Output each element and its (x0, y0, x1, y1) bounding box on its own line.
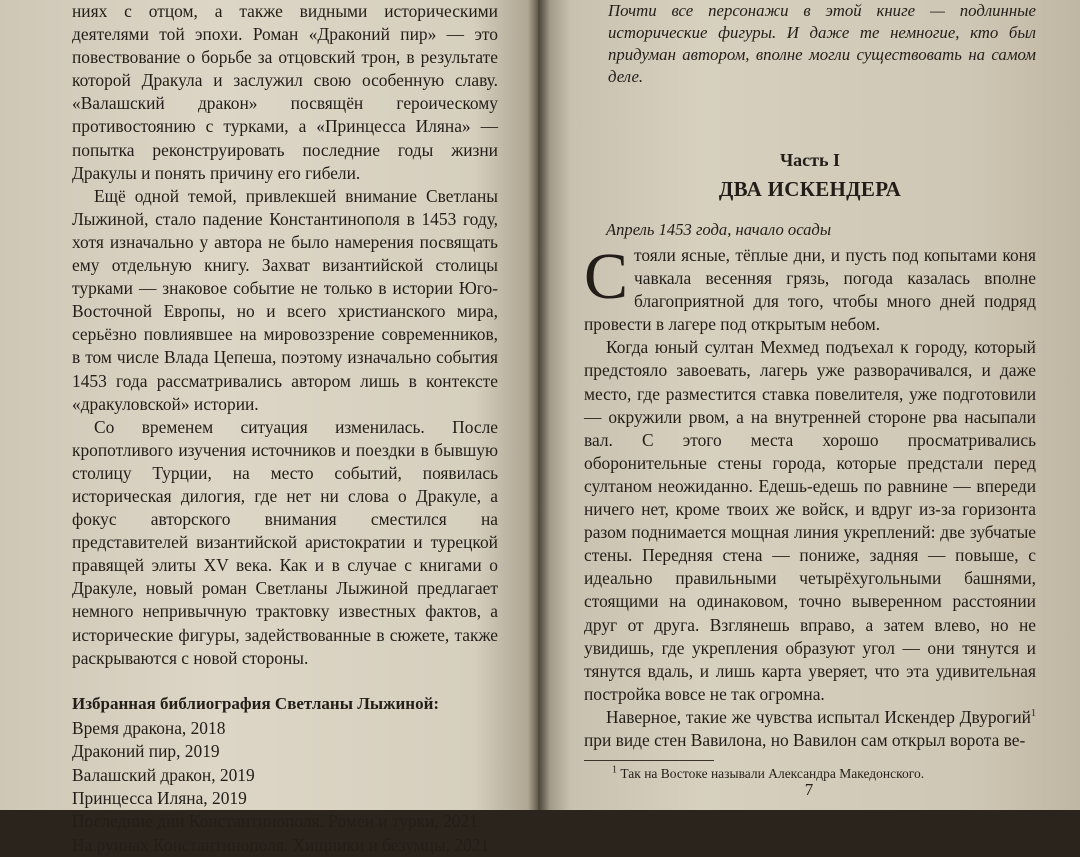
bibliography-item: Последние дни Константинополя. Ромеи и турки, 2021 (72, 811, 478, 832)
book-gutter (528, 0, 550, 810)
right-page (538, 0, 1080, 810)
left-paragraph-1: ниях с отцом, а также видными историческими деятелями той эпохи. Роман «Драконий пир» — это повествование о борьбе за отцовский трон, в результате которой Дракула и заслужил свою особенную славу. «Валашский дракон» посвящён героическому противостоянию с турками, а «Принцесса Иляна» — попытка реконструировать последние годы жизни Дракулы и понять причину его гибели. (72, 1, 498, 183)
bibliography-item: На руинах Константинополя. Хищники и безумцы, 2021 (72, 834, 490, 855)
part-label: Часть I (779, 150, 841, 170)
drop-cap: С (584, 240, 629, 313)
bibliography-item: Драконий пир, 2019 (72, 741, 220, 762)
first-paragraph (584, 240, 1036, 336)
left-paragraph-3: Со временем ситуация изменилась. После кропотливого изучения источников и поездки в бывшую столицу Турции, на место событий, появилась историческая дилогия, где нет ни слова о Дракуле, а фокус авторского внимания сместился на представителей византийской аристократии и турецкой правящей элиты XV века. Как и в случае с книгами о Дракуле, новый роман Светланы Лыжиной предлагает немного непривычную трактовку известных фактов, а исторические фигуры, задействованные в сюжете, также раскрываются с новой стороны. (72, 416, 498, 668)
bibliography-item: Принцесса Иляна, 2019 (72, 787, 247, 808)
left-paragraph-2: Ещё одной темой, привлекшей внимание Светланы Лыжиной, стало падение Константинополя в 1453 году, хотя изначально у автора не было намерения посвящать ему отдельную книгу. Захват византийской столицы турками — знаковое событие не только в истории Юго-Восточной Европы, но и всего христианского мира, серьёзно повлиявшее на мировоззрение современников, в том числе Влада Цепеша, поэтому изначально события 1453 года рассматривались автором лишь в контексте «дракуловской» истории. (72, 185, 498, 414)
chapter-date-line: Апрель 1453 года, начало осады (606, 220, 832, 239)
right-paragraph-3 (584, 706, 1036, 752)
bibliography-item: Валашский дракон, 2019 (72, 764, 255, 785)
left-page-body (72, 0, 498, 670)
epigraph: Почти все персонажи в этой книге — подлинные исторические фигуры. И даже те немногие, кто был придуман автором, вполне могли существовать на самом деле. (608, 1, 1036, 86)
first-paragraph-text: тояли ясные, тёплые дни, и пусть под копытами коня чавкала весенняя грязь, погода казалась вполне благоприятной для того, чтобы много дней подряд провести в лагере под открытым небом. (584, 245, 1036, 335)
footnote-text: Так на Востоке называли Александра Македонского. (620, 766, 925, 782)
footnote-mark: 1 (612, 764, 617, 776)
bibliography-heading: Избранная библиография Светланы Лыжиной: (72, 693, 440, 713)
left-page (0, 0, 538, 855)
right-paragraph-3-text: Наверное, такие же чувства испытал Искендер Двурогий (606, 706, 1031, 727)
right-paragraph-3-end: при виде стен Вавилона, но Вавилон сам открыл ворота ве- (584, 729, 1026, 750)
footnote-divider (584, 760, 714, 761)
page-number: 7 (804, 780, 814, 799)
part-title: ДВА ИСКЕНДЕРА (718, 177, 902, 201)
right-paragraph-2: Когда юный султан Мехмед подъехал к городу, который предстояло завоевать, лагерь уже разворачивался, и даже место, где разместится ставка повелителя, уже подготовили — окружили рвом, а на внутренней стороне рва насыпали вал. С этого места хорошо просматривались оборонительные стены города, которые предстали перед султаном неожиданно. Едешь-едешь по равнине — впереди ничего нет, кроме твоих же войск, и вдруг из-за горизонта разом поднимается мощная линия укреплений: две зубчатые стены. Передняя стена — пониже, задняя — повыше, с идеально правильными четырёхугольными башнями, стоящими на одинаковом, точно выверенном расстоянии друг от друга. Взглянешь вправо, а затем влево, но не увидишь, где укрепления образуют угол — они тянутся и тянутся вдаль, и лишь карта уверяет, что эта удивительная постройка вовсе не так огромна. (584, 337, 1036, 704)
bibliography-item: Время дракона, 2018 (72, 717, 226, 738)
bibliography-list (72, 717, 498, 857)
footnote-reference: 1 (1031, 708, 1036, 720)
